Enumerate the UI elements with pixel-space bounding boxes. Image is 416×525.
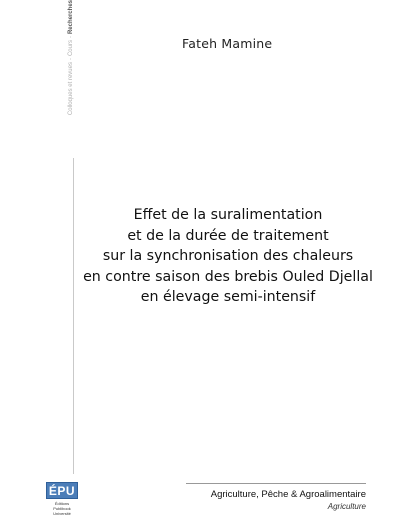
category-rule bbox=[186, 483, 366, 484]
book-title bbox=[72, 205, 384, 308]
title-line: en élevage semi-intensif bbox=[140, 289, 316, 305]
title-line: et de la durée de traitement bbox=[127, 227, 329, 244]
collection-cours: Cours bbox=[68, 40, 74, 57]
collection-colloques: Colloques et revues bbox=[68, 62, 74, 116]
author-name: Fateh Mamine bbox=[182, 36, 273, 51]
publisher-logo-subtitle bbox=[46, 501, 78, 516]
publisher-logo-subtitle-1: Éditions Publibook bbox=[53, 501, 71, 511]
collection-separator: - bbox=[68, 58, 74, 61]
publisher-logo-mark bbox=[46, 482, 78, 499]
collection-recherches: Recherches bbox=[68, 0, 74, 35]
collection-separator: - bbox=[68, 36, 74, 39]
title-line: Effet de la suralimentation bbox=[133, 207, 323, 223]
category-label: Agriculture, Pêche & Agroalimentaire bbox=[210, 489, 366, 500]
collection-labels bbox=[61, 0, 79, 158]
publisher-logo-subtitle-2: Université bbox=[53, 511, 71, 516]
publisher-logo bbox=[46, 482, 78, 516]
publisher-logo-text: ÉPU bbox=[48, 483, 76, 498]
title-line: sur la synchronisation des chaleurs bbox=[102, 248, 354, 264]
title-line: en contre saison des brebis Ouled Djellal bbox=[83, 268, 373, 285]
subcategory-label: Agriculture bbox=[327, 502, 366, 511]
